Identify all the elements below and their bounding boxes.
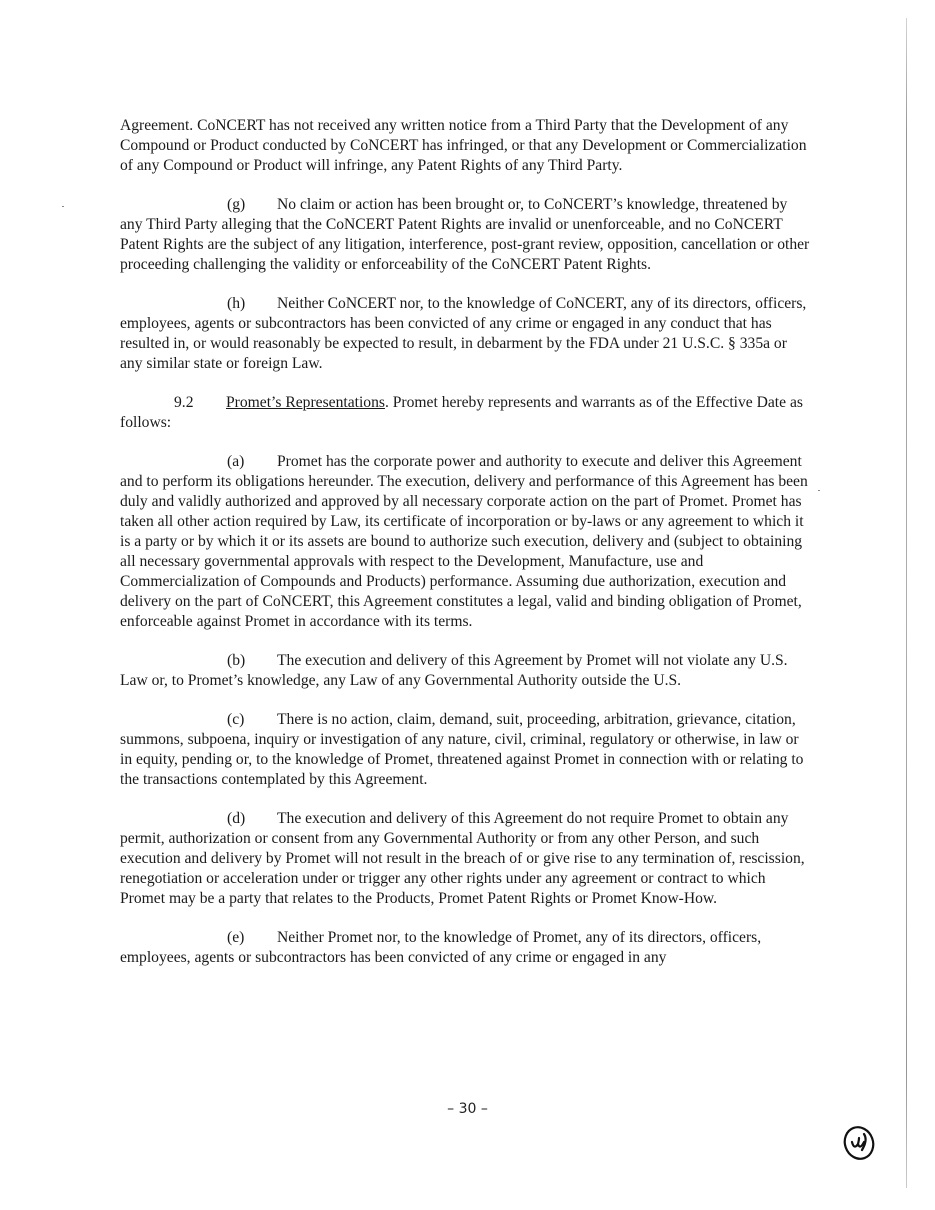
clause-label: (b) [227, 652, 246, 669]
clause-label: (h) [227, 295, 246, 312]
scan-edge-line [906, 18, 907, 1188]
clause-label: (g) [227, 196, 246, 213]
clause-text: No claim or action has been brought or, to CoNCERT’s knowledge, threatened by any Third Party alleging that the CoNCERT Patent Rights are invalid or unenforceable, and no CoNCERT Patent Rights are the subject of any litigation, interference, post-grant review, opposition, cancellation or other proceeding challenging the validity or enforceability of the CoNCERT Patent Rights. [120, 196, 810, 273]
clause-c [120, 710, 810, 790]
clause-e [120, 928, 810, 968]
clause-h [120, 294, 810, 374]
clause-text: The execution and delivery of this Agreement do not require Promet to obtain any permit, authorization or consent from any Governmental Authority or from any other Person, and such execution and delivery by Promet will not result in the breach of or give rise to any termination of, rescission, renegotiation or acceleration under or trigger any other rights under any agreement or contract to which Promet may be a party that relates to the Products, Promet Patent Rights or Promet Know-How. [120, 810, 805, 907]
page-number: – 30 – [447, 1101, 488, 1117]
clause-label: (a) [227, 453, 245, 470]
clause-label: (c) [227, 711, 245, 728]
section-number: 9.2 [174, 394, 194, 411]
clause-text: Promet has the corporate power and authority to execute and deliver this Agreement and to perform its obligations hereunder. The execution, delivery and performance of this Agreement has been duly and validly authorized and approved by all necessary corporate action on the part of Promet. Promet has taken all other action required by Law, its certificate of incorporation or by-laws or any agreement to which it is a party or by which it or its assets are bound to authorize such execution, delivery and (subject to obtaining all necessary governmental approvals with respect to the Development, Manufacture, use and Commercialization of Compounds and Products) performance. Assuming due authorization, execution and delivery on the part of CoNCERT, this Agreement constitutes a legal, valid and binding obligation of Promet, enforceable against Promet in accordance with its terms. [120, 453, 808, 630]
section-intro: . Promet hereby represents and warrants as of the Effective Date as follows: [120, 394, 803, 431]
clause-text: Neither Promet nor, to the knowledge of Promet, any of its directors, officers, employees, agents or subcontractors has been convicted of any crime or engaged in any [120, 929, 762, 966]
clause-d [120, 809, 810, 909]
clause-b [120, 651, 810, 691]
clause-label: (d) [227, 810, 246, 827]
scan-speck [818, 490, 820, 491]
clause-label: (e) [227, 929, 245, 946]
clause-text: Neither CoNCERT nor, to the knowledge of CoNCERT, any of its directors, officers, employees, agents or subcontractors has been convicted of any crime or engaged in any conduct that has resulted in, or would reasonably be expected to result, in debarment by the FDA under 21 U.S.C. § 335a or any similar state or foreign Law. [120, 295, 807, 372]
document-body [120, 116, 810, 987]
scan-speck [62, 206, 64, 207]
paragraph-text: Agreement. CoNCERT has not received any written notice from a Third Party that the Development of any Compound or Product conducted by CoNCERT has infringed, or that any Development or Commercialization of any Compound or Product will infringe, any Patent Rights of any Third Party. [120, 117, 807, 174]
handwritten-initials-icon [842, 1122, 878, 1162]
section-heading: Promet’s Representations [226, 394, 385, 411]
clause-a [120, 452, 810, 632]
clause-text: There is no action, claim, demand, suit, proceeding, arbitration, grievance, citation, summons, subpoena, inquiry or investigation of any nature, civil, criminal, regulatory or otherwise, in law or in equity, pending or, to the knowledge of Promet, threatened against Promet in connection with or relating to the transactions contemplated by this Agreement. [120, 711, 804, 788]
clause-g [120, 195, 810, 275]
section-9-2 [120, 393, 810, 433]
clause-text: The execution and delivery of this Agreement by Promet will not violate any U.S. Law or, to Promet’s knowledge, any Law of any Governmental Authority outside the U.S. [120, 652, 788, 689]
continuation-paragraph [120, 116, 810, 176]
